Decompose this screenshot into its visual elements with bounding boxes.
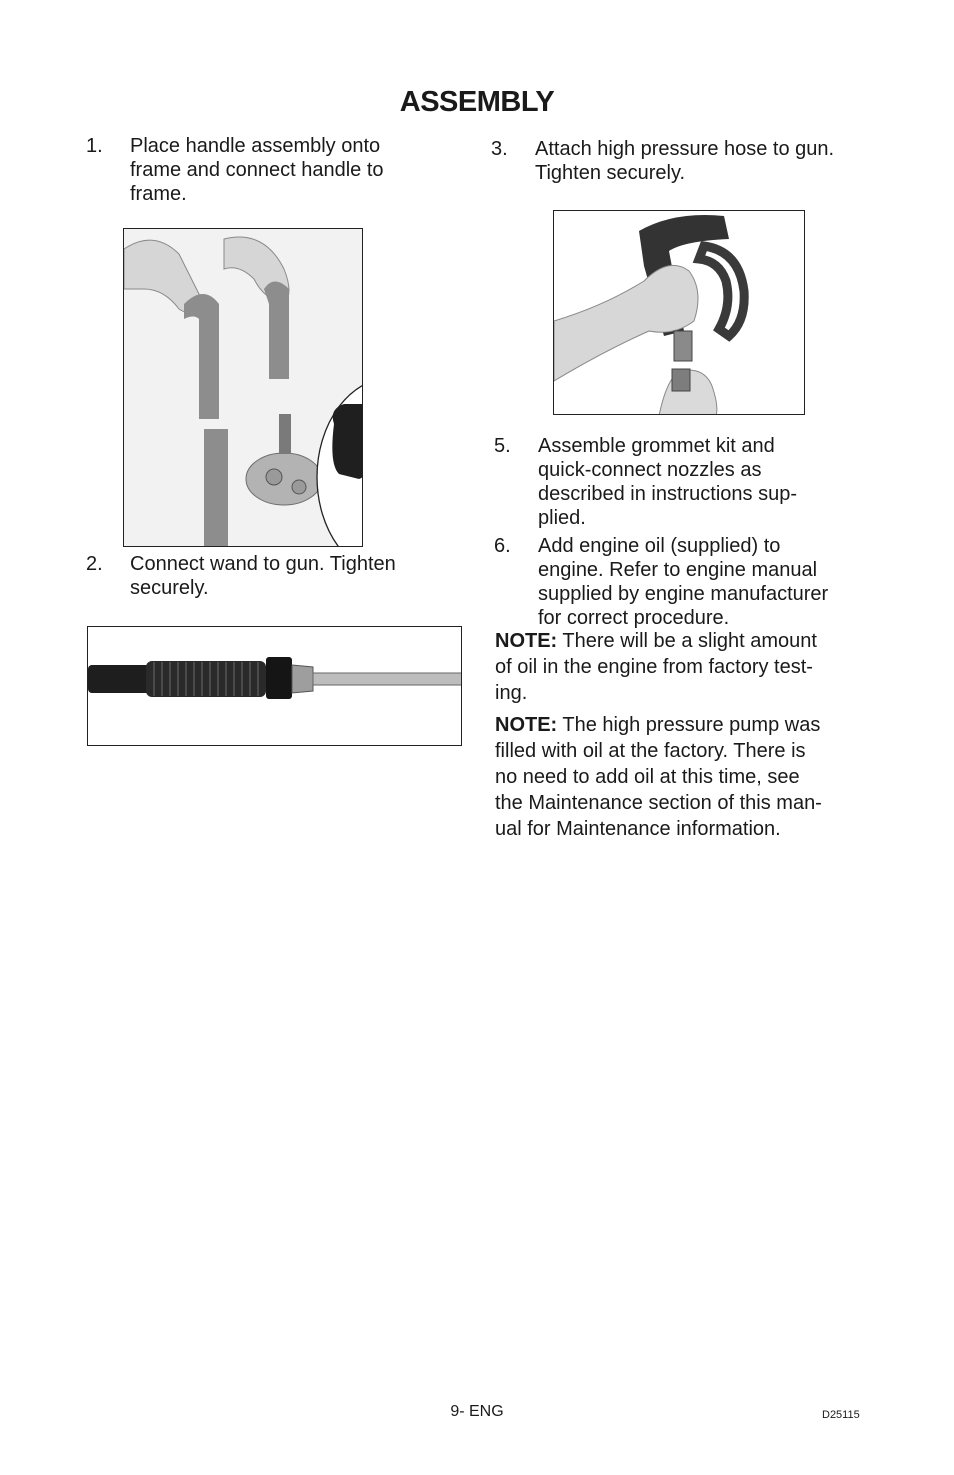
handle-assembly-figure [123,228,363,547]
step-text-line: Place handle assembly onto [130,135,381,157]
hose-gun-figure [553,210,805,415]
note-text-line: The high pressure pump was [557,714,821,736]
step-text-line: Tighten securely. [535,162,686,184]
step-text-line: described in instructions sup- [538,483,798,505]
step-text-line: Attach high pressure hose to gun. [535,138,835,160]
note-text-line: of oil in the engine from factory test- [495,656,813,678]
step-2 [86,552,446,600]
step-number: 3. [491,138,508,160]
note-label: NOTE: [495,630,558,652]
note-text-line: ual for Maintenance information. [495,818,781,840]
step-text-line: supplied by engine manufacturer [538,583,829,605]
document-code: D25115 [822,1409,860,1421]
note-text-line: filled with oil at the factory. There is [495,740,806,762]
step-text-line: securely. [130,577,209,599]
step-text-line: frame and connect handle to [130,159,384,181]
step-text-line: Assemble grommet kit and [538,435,775,457]
step-3 [491,137,871,185]
note-engine-oil [495,628,857,706]
note-pump-oil [495,712,857,842]
page-title: ASSEMBLY [399,86,555,118]
note-label: NOTE: [495,714,558,736]
step-6 [494,534,874,630]
step-text-line: quick-connect nozzles as [538,459,762,481]
step-5 [494,434,874,530]
step-number: 1. [86,135,103,157]
step-text-line: Connect wand to gun. Tighten [130,553,396,575]
page-number: 9- ENG [450,1403,504,1420]
wand-gun-figure [87,626,462,746]
note-text-line: ing. [495,682,528,704]
step-text-line: for correct procedure. [538,607,730,629]
note-text-line: There will be a slight amount [557,630,817,652]
step-text-line: frame. [130,183,187,205]
note-text-line: the Maintenance section of this man- [495,792,822,814]
step-1 [86,134,446,206]
step-text-line: Add engine oil (supplied) to [538,535,781,557]
step-text-line: plied. [538,507,586,529]
step-number: 6. [494,535,511,557]
note-text-line: no need to add oil at this time, see [495,766,800,788]
step-text-line: engine. Refer to engine manual [538,559,818,581]
step-number: 2. [86,553,103,575]
step-number: 5. [494,435,511,457]
